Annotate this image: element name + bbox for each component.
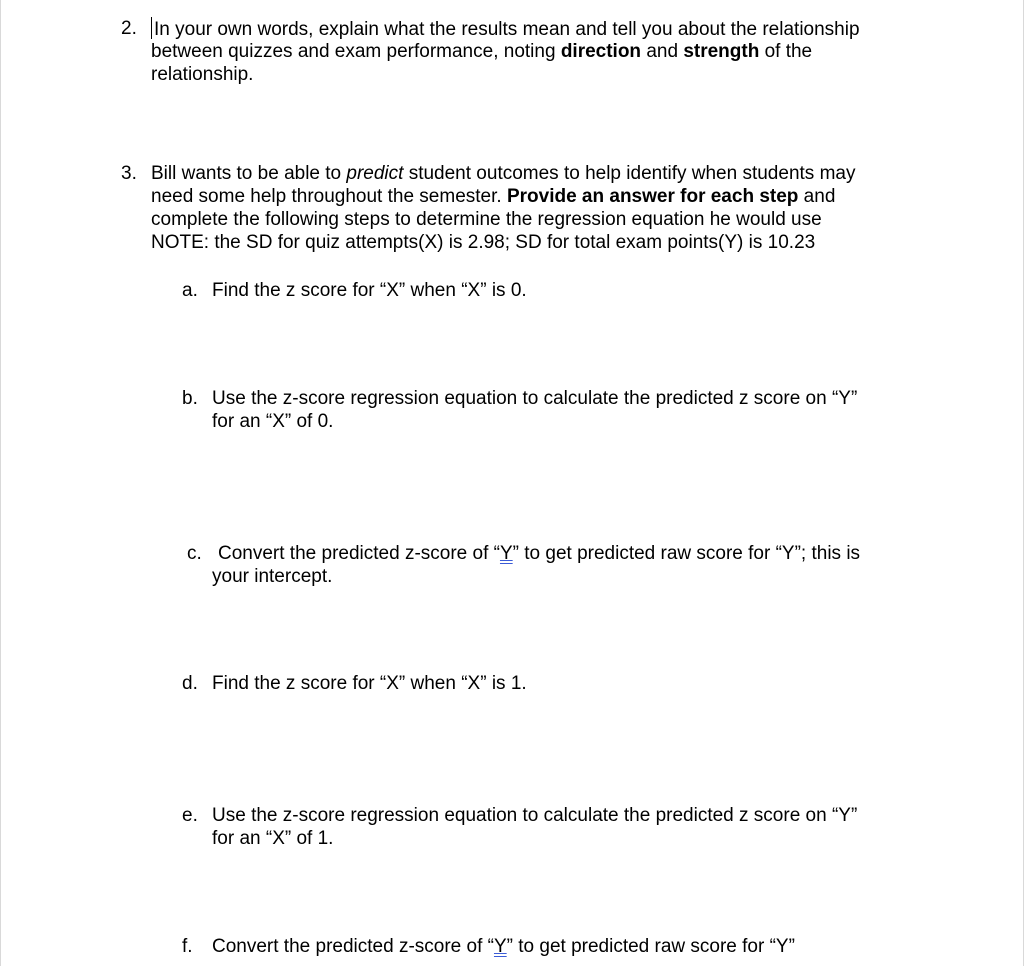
step-c-label: c.	[187, 543, 202, 564]
text-cursor	[151, 17, 152, 39]
question-3-line-4: NOTE: the SD for quiz attempts(X) is 2.98; SD for total exam points(Y) is 10.23	[151, 232, 816, 253]
question-3-line-1	[151, 162, 855, 185]
step-f-line-1	[212, 935, 795, 958]
question-2-line-3: relationship.	[151, 64, 254, 85]
q2-text: between quizzes and exam performance, noting	[151, 41, 561, 62]
step-c-text: ” to get predicted raw score for “Y”; this is	[512, 543, 861, 564]
step-f-label: f.	[182, 936, 193, 957]
step-e-line-1: Use the z-score regression equation to calculate the predicted z score on “Y”	[212, 805, 858, 826]
step-b-label: b.	[182, 388, 198, 409]
question-2-number: 2.	[121, 18, 137, 39]
step-b-line-2: for an “X” of 0.	[212, 411, 334, 432]
step-e-label: e.	[182, 805, 198, 826]
question-2-line-1	[151, 17, 860, 41]
step-c-text: Convert the predicted z-score of “	[218, 543, 500, 564]
question-2-line-1-text: In your own words, explain what the results mean and tell you about the relationship	[154, 19, 860, 40]
step-c-underlined-y: Y	[499, 543, 513, 564]
step-f-underlined-y: Y	[493, 936, 507, 957]
step-b-line-1: Use the z-score regression equation to calculate the predicted z score on “Y”	[212, 388, 858, 409]
step-f-text: ” to get predicted raw score for “Y”	[506, 936, 795, 957]
question-3-line-3: complete the following steps to determine the regression equation he would use	[151, 209, 822, 230]
q3-text: student outcomes to help identify when students may	[403, 163, 856, 184]
question-2-line-2	[151, 40, 812, 63]
q2-text: of the	[759, 41, 813, 62]
q2-bold-direction: direction	[560, 41, 642, 62]
q3-text: and	[798, 186, 836, 207]
page-border-left	[0, 0, 1, 966]
step-d-label: d.	[182, 673, 198, 694]
q3-bold-instruction: Provide an answer for each step	[506, 186, 799, 207]
step-d-text: Find the z score for “X” when “X” is 1.	[212, 673, 527, 694]
step-c-line-1	[218, 542, 860, 565]
step-f-text: Convert the predicted z-score of “	[212, 936, 494, 957]
question-3-number: 3.	[121, 163, 137, 184]
step-a-text: Find the z score for “X” when “X” is 0.	[212, 280, 527, 301]
step-a-label: a.	[182, 280, 198, 301]
q3-italic-predict: predict	[346, 163, 404, 184]
q2-bold-strength: strength	[683, 41, 760, 62]
step-c-line-2: your intercept.	[212, 566, 333, 587]
question-3-line-2	[151, 185, 835, 208]
q2-text: and	[641, 41, 684, 62]
q3-text: need some help throughout the semester.	[151, 186, 507, 207]
q3-text: Bill wants to be able to	[151, 163, 347, 184]
step-e-line-2: for an “X” of 1.	[212, 828, 334, 849]
